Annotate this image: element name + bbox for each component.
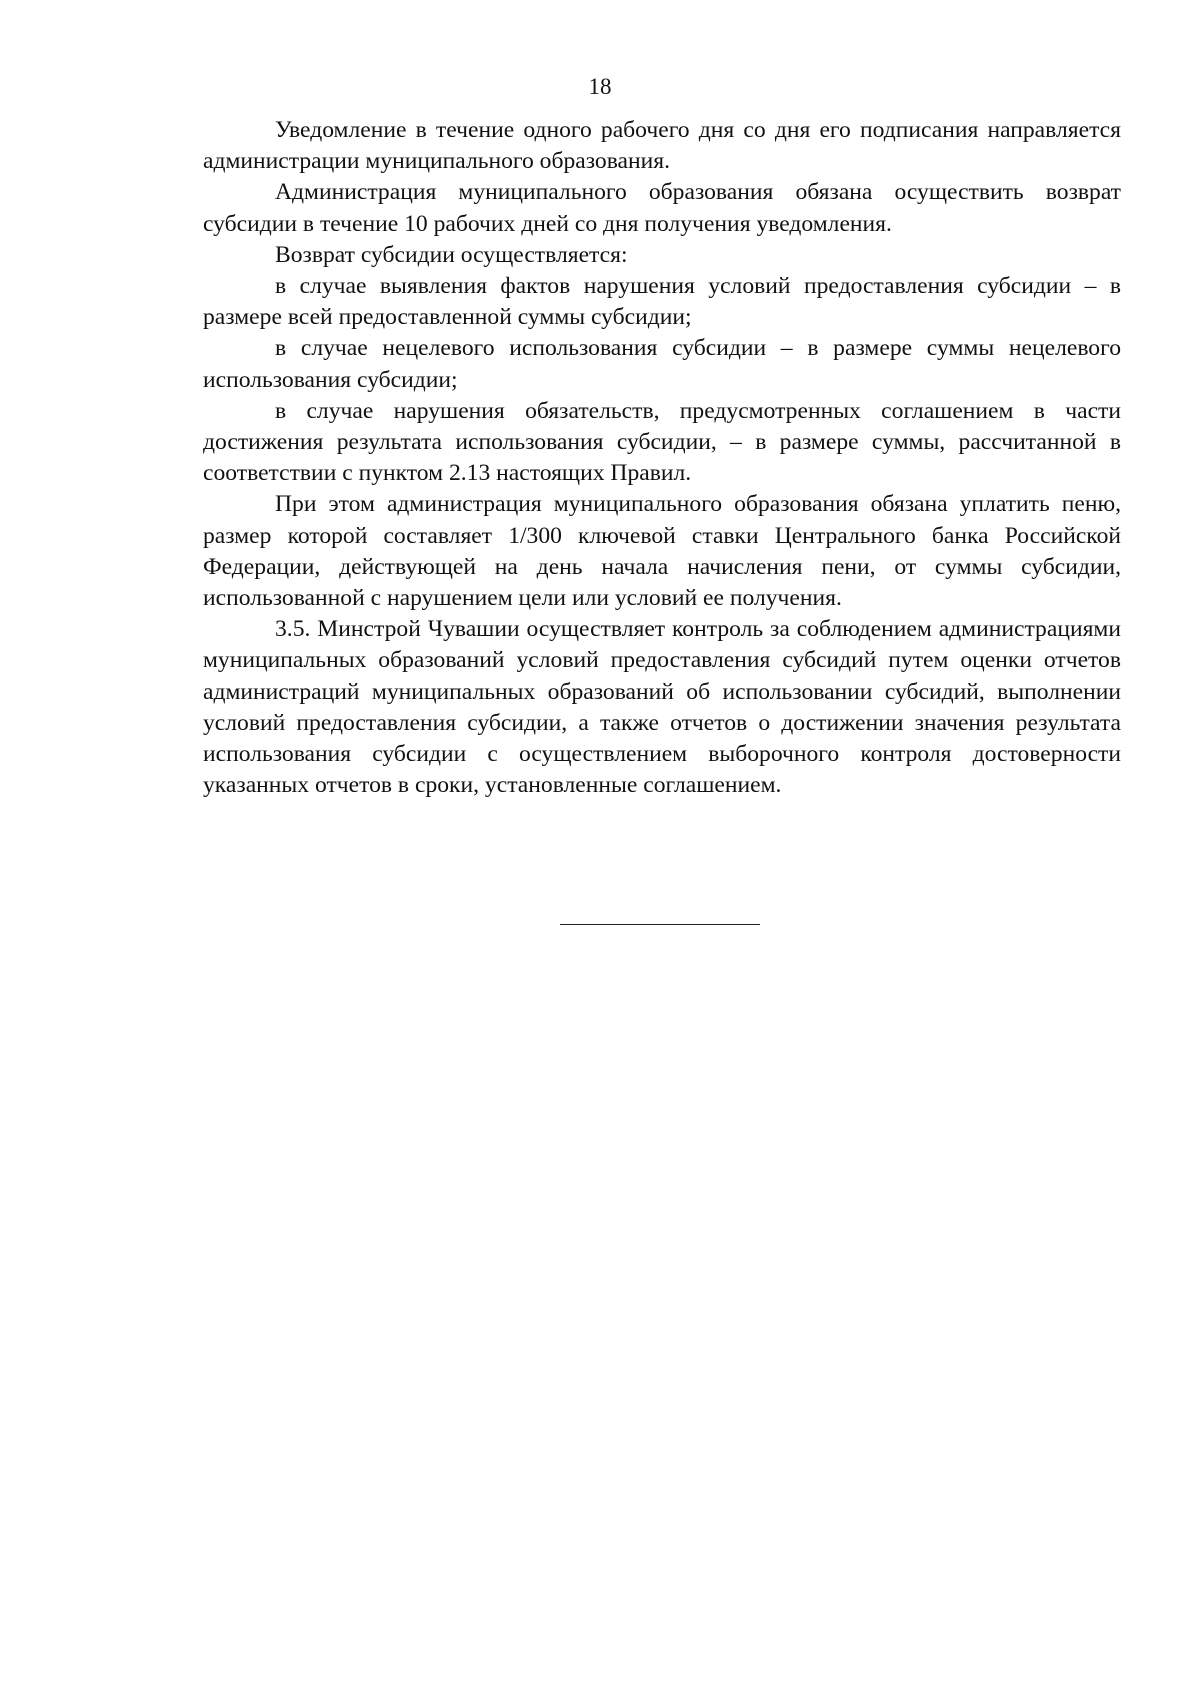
paragraph-return-obligation: Администрация муниципального образования обязана осуществить возврат субсидии в течение 10 рабочих дней со дня получения уведомления.: [203, 179, 1121, 237]
paragraph-return-violation-conditions: в случае выявления фактов нарушения условий предоставления субсидии – в размере всей предоставленной суммы субсидии;: [203, 273, 1121, 331]
paragraph-control-3-5: 3.5. Минстрой Чувашии осуществляет контроль за соблюдением администрациями муниципальных образований условий предоставления субсидий путем оценки отчетов администраций муниципальных образований об использовании субсидий, выполнении условий предоставления субсидии, а также отчетов о достижении значения результата использования субсидии с осуществлением выборочного контроля достоверности указанных отчетов в сроки, установленные соглашением.: [203, 616, 1121, 799]
paragraph-penalty: При этом администрация муниципального образования обязана уплатить пеню, размер которой составляет 1/300 ключевой ставки Центрального банка Российской Федерации, действующей на день начала начисления пени, от суммы субсидии, использованной с нарушением цели или условий ее получения.: [203, 491, 1121, 612]
paragraph-notification-sending: Уведомление в течение одного рабочего дня со дня его подписания направляется администрации муниципального образования.: [203, 117, 1121, 175]
paragraph-return-misuse: в случае нецелевого использования субсидии – в размере суммы нецелевого использования субсидии;: [203, 335, 1121, 393]
page-number: 18: [588, 74, 612, 99]
paragraph-return-obligation-breach: в случае нарушения обязательств, предусмотренных соглашением в части достижения результата использования субсидии, – в размере суммы, рассчитанной в соответствии с пунктом 2.13 настоящих Правил.: [203, 397, 1121, 487]
end-of-text-rule: [560, 924, 760, 925]
document-body: [203, 115, 1121, 801]
paragraph-return-conditions-intro: Возврат субсидии осуществляется:: [275, 241, 628, 268]
